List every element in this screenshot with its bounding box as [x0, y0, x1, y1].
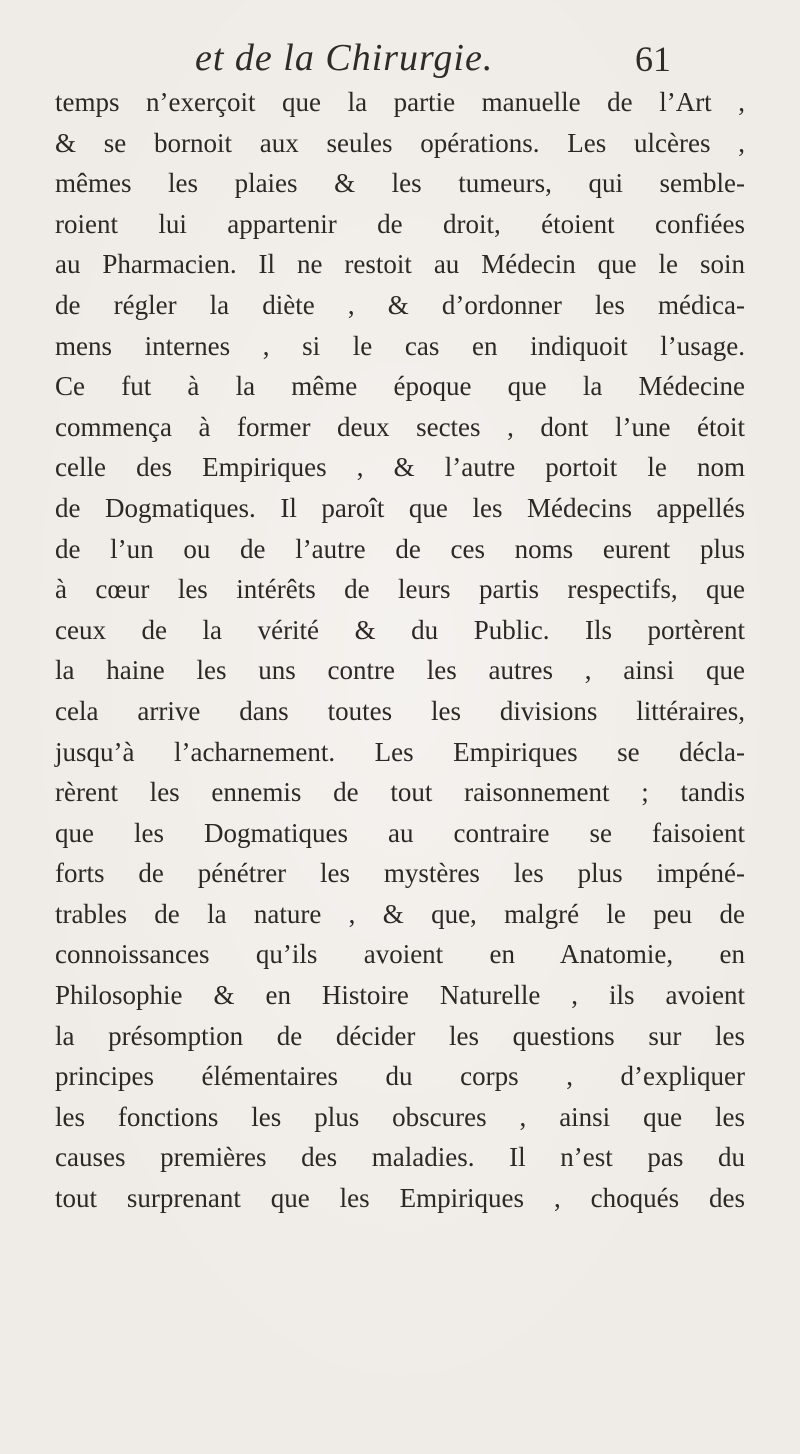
text-line: commença à former deux sectes , dont l’une étoit: [55, 411, 745, 442]
text-line: de l’un ou de l’autre de ces noms eurent plus: [55, 533, 745, 564]
text-line: connoissances qu’ils avoient en Anatomie, en: [55, 939, 745, 970]
text-line: que les Dogmatiques au contraire se faisoient: [55, 817, 745, 848]
body-text: [55, 82, 745, 1219]
text-line: cela arrive dans toutes les divisions littéraires,: [55, 695, 745, 726]
text-line: celle des Empiriques , & l’autre portoit le nom: [55, 452, 745, 483]
text-line: jusqu’à l’acharnement. Les Empiriques se décla-: [55, 736, 745, 767]
text-line: les fonctions les plus obscures , ainsi que les: [55, 1101, 745, 1132]
text-line: la présomption de décider les questions sur les: [55, 1020, 745, 1051]
text-line: principes élémentaires du corps , d’expliquer: [55, 1061, 745, 1092]
text-line: tout surprenant que les Empiriques , choqués des: [55, 1183, 745, 1214]
text-line: trables de la nature , & que, malgré le peu de: [55, 898, 745, 929]
text-line: ceux de la vérité & du Public. Ils portèrent: [55, 614, 745, 645]
text-line: temps n’exerçoit que la partie manuelle de l’Art ,: [55, 87, 745, 117]
page-number: 61: [635, 39, 671, 79]
text-line: mens internes , si le cas en indiquoit l’usage.: [55, 330, 745, 361]
text-line: à cœur les intérêts de leurs partis respectifs, que: [55, 574, 745, 605]
text-line: roient lui appartenir de droit, étoient confiées: [55, 208, 745, 239]
text-line: au Pharmacien. Il ne restoit au Médecin que le soin: [55, 249, 745, 280]
text-line: mêmes les plaies & les tumeurs, qui semble-: [55, 168, 745, 199]
text-line: & se bornoit aux seules opérations. Les ulcères ,: [55, 127, 745, 158]
running-title: et de la Chirurgie.: [195, 37, 494, 79]
text-line: causes premières des maladies. Il n’est pas du: [55, 1142, 745, 1173]
text-line: rèrent les ennemis de tout raisonnement ; tandis: [55, 777, 745, 808]
text-line: la haine les uns contre les autres , ainsi que: [55, 655, 745, 686]
text-line: Philosophie & en Histoire Naturelle , ils avoient: [55, 980, 745, 1011]
text-line: de régler la diète , & d’ordonner les médica-: [55, 289, 745, 320]
text-line: de Dogmatiques. Il paroît que les Médecins appellés: [55, 492, 745, 523]
text-line: forts de pénétrer les mystères les plus impéné-: [55, 858, 745, 889]
text-line: Ce fut à la même époque que la Médecine: [55, 371, 745, 402]
